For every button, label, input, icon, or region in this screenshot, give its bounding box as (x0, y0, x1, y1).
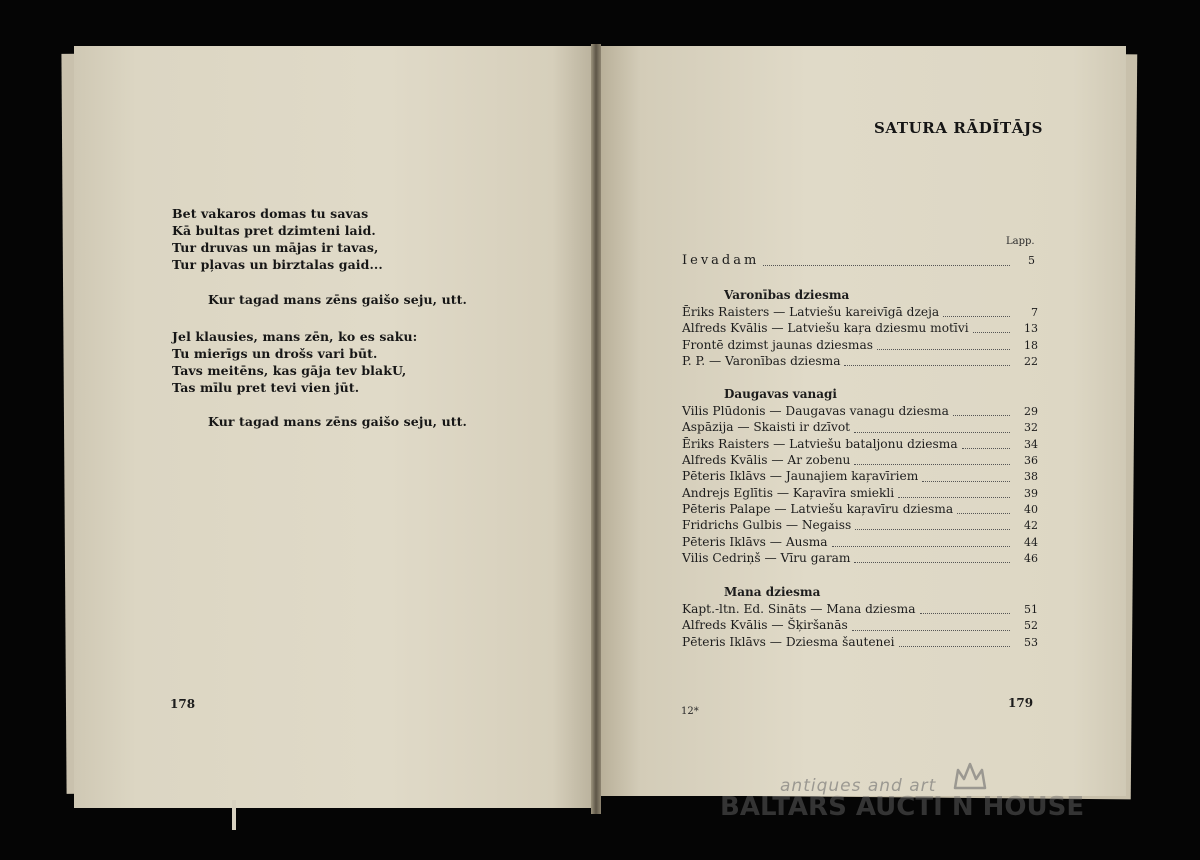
toc-entry-page: 5 (1028, 254, 1038, 267)
toc-entry-page: 34 (1024, 437, 1038, 451)
poem-line: Tur pļavas un birztalas gaid... (172, 257, 383, 272)
page-column-label: Lapp. (1006, 236, 1035, 247)
dot-leader (957, 512, 1010, 514)
toc-section-heading: Daugavas vanagi (724, 387, 837, 402)
toc-entry-title: Pēteris Palape — Latviešu kaŗavīru dziesma (682, 501, 954, 516)
toc-entry-title: Pēteris Iklāvs — Jaunajiem kaŗavīriem (682, 469, 919, 484)
toc-entry-title: Alfreds Kvālis — Šķiršanās (682, 618, 848, 633)
dot-leader (962, 447, 1010, 449)
dot-leader (854, 431, 1010, 433)
toc-entry-title: Andrejs Eglītis — Kaŗavīra smiekli (682, 485, 895, 500)
toc-entry (682, 518, 1038, 534)
toc-entry (682, 420, 1038, 436)
toc-entry-page: 38 (1024, 470, 1038, 484)
dot-leader (763, 264, 1010, 266)
toc-entry-intro (682, 253, 1038, 271)
dot-leader (852, 629, 1010, 631)
toc-entry-page: 52 (1024, 619, 1038, 633)
toc-entry-title: P. P. — Varonības dziesma (682, 353, 841, 368)
poem-line: Tur druvas un mājas ir tavas, (172, 240, 379, 255)
toc-entry (682, 602, 1038, 618)
toc-entry (682, 486, 1038, 502)
dot-leader (922, 480, 1010, 482)
toc-entry (682, 635, 1038, 651)
toc-entry (682, 338, 1038, 354)
toc-entry-title: Pēteris Iklāvs — Dziesma šautenei (682, 634, 895, 649)
toc-entry-page: 39 (1024, 486, 1038, 500)
toc-entry (682, 321, 1038, 337)
toc-entry (682, 437, 1038, 453)
dot-leader (854, 561, 1010, 563)
poem-refrain: Kur tagad mans zēns gaišo seju, utt. (208, 414, 467, 429)
page-number-left: 178 (170, 697, 196, 711)
toc-entry-page: 46 (1024, 551, 1038, 565)
toc-entry-title: Vilis Plūdonis — Daugavas vanagu dziesma (682, 404, 949, 419)
toc-entry-page: 40 (1024, 502, 1038, 516)
toc-entry (682, 618, 1038, 634)
poem-line: Tas mīlu pret tevi vien jūt. (172, 380, 360, 395)
right-page (598, 46, 1126, 796)
toc-entry-title: Pēteris Iklāvs — Ausma (682, 534, 828, 549)
watermark-brand: BALTARS AUCTI N HOUSE (720, 792, 1085, 822)
signature-mark: 12* (681, 706, 699, 717)
toc-entry-page: 22 (1024, 354, 1038, 368)
toc-entry-page: 44 (1024, 535, 1038, 549)
toc-entry-title: Vilis Cedriņš — Vīru garam (682, 550, 851, 565)
dot-leader (854, 463, 1010, 465)
toc-entry-title: Ēriks Raisters — Latviešu kareivīgā dzeja (682, 305, 940, 319)
toc-entry-page: 32 (1024, 421, 1038, 435)
page-number-right: 179 (1008, 696, 1034, 710)
dot-leader (973, 331, 1010, 333)
toc-entry-title: Alfreds Kvālis — Ar zobenu (682, 453, 851, 468)
poem-line: Jel klausies, mans zēn, ko es saku: (172, 329, 418, 344)
toc-title: SATURA RĀDĪTĀJS (874, 119, 1044, 137)
toc-entry-title: Ēriks Raisters — Latviešu bataljonu dziesma (682, 436, 958, 451)
toc-entry-page: 51 (1024, 603, 1038, 617)
toc-entry-title: Frontē dzimst jaunas dziesmas (682, 337, 873, 352)
dot-leader (920, 612, 1011, 614)
toc-entry (682, 469, 1038, 485)
toc-entry (682, 404, 1038, 420)
toc-entry (682, 535, 1038, 551)
poem-line: Kā bultas pret dzimteni laid. (172, 223, 376, 238)
left-page (74, 46, 594, 808)
toc-section-heading: Mana dziesma (724, 585, 821, 600)
toc-entry-title: Fridrichs Gulbis — Negaiss (682, 518, 852, 533)
toc-entry-page: 7 (1031, 306, 1038, 319)
dot-leader (943, 315, 1010, 317)
toc-entry-title: Alfreds Kvālis — Latviešu kaŗa dziesmu motīvi (682, 321, 969, 336)
toc-entry-page: 18 (1024, 338, 1038, 352)
toc-section-heading: Varonības dziesma (724, 288, 850, 302)
toc-entry (682, 502, 1038, 518)
dot-leader (953, 414, 1010, 416)
dot-leader (832, 545, 1010, 547)
dot-leader (855, 528, 1010, 530)
poem-line: Tu mierīgs un drošs vari būt. (172, 346, 378, 361)
dot-leader (899, 645, 1010, 647)
toc-entry (682, 551, 1038, 567)
toc-entry-page: 13 (1024, 322, 1038, 336)
dot-leader (844, 364, 1010, 366)
book-gutter (591, 44, 601, 814)
toc-entry-title: Ievadam (682, 253, 760, 268)
poem (172, 205, 592, 430)
poem-line: Bet vakaros domas tu savas (172, 206, 369, 221)
watermark-tagline: antiques and art (780, 776, 937, 796)
toc-entry-title: Aspāzija — Skaisti ir dzīvot (682, 420, 851, 435)
poem-refrain: Kur tagad mans zēns gaišo seju, utt. (208, 292, 467, 307)
toc-entry (682, 354, 1038, 370)
dot-leader (898, 496, 1010, 498)
toc-entry-page: 36 (1024, 454, 1038, 468)
toc-entry-page: 29 (1024, 405, 1038, 419)
toc-entry-page: 42 (1024, 519, 1038, 533)
toc-entry (682, 453, 1038, 469)
toc-entry-title: Kapt.-ltn. Ed. Sināts — Mana dziesma (682, 602, 916, 617)
bookmark-thread (232, 800, 236, 830)
toc-entry-page: 53 (1024, 635, 1038, 649)
dot-leader (877, 348, 1010, 350)
poem-line: Tavs meitēns, kas gāja tev blakU, (172, 363, 407, 378)
toc-entry (682, 305, 1038, 321)
table-of-contents (682, 253, 1038, 651)
